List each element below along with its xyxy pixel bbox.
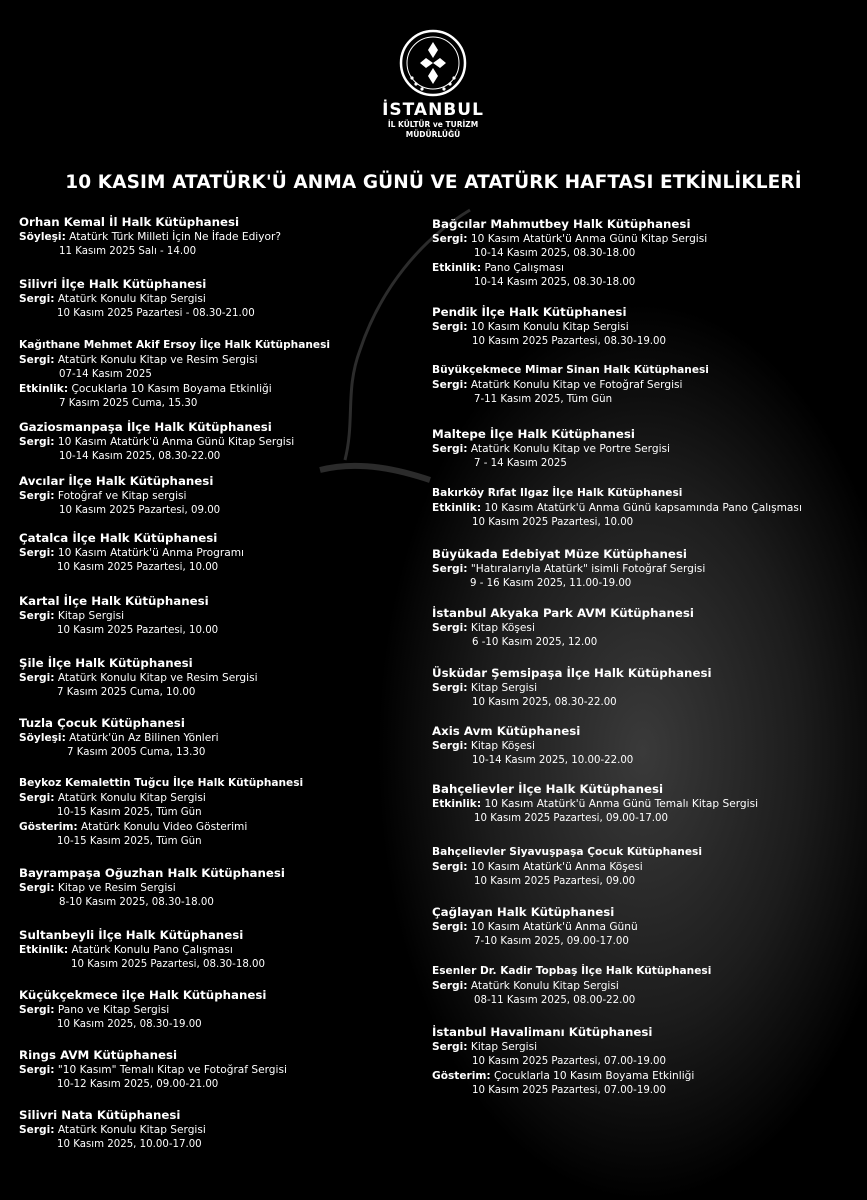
page-title: 10 KASIM ATATÜRK'Ü ANMA GÜNÜ VE ATATÜRK HAFTASI ETKİNLİKLERİ <box>65 172 802 193</box>
library-name: Silivri Nata Kütüphanesi <box>19 1108 181 1122</box>
event-line <box>432 920 852 935</box>
library-name: Axis Avm Kütüphanesi <box>432 724 581 738</box>
event-type-label: Sergi: <box>19 354 55 366</box>
event-entry <box>19 988 439 1032</box>
event-type-label: Sergi: <box>432 233 468 245</box>
event-description: "Hatıralarıyla Atatürk" isimli Fotoğraf Sergisi <box>467 563 706 575</box>
event-entry <box>432 905 852 949</box>
event-date: 10 Kasım 2025 Pazartesi, 07.00-19.00 <box>472 1055 666 1067</box>
event-entry <box>19 474 439 518</box>
library-name: Çağlayan Halk Kütüphanesi <box>432 905 615 919</box>
event-type-label: Sergi: <box>19 1004 55 1016</box>
event-description: Çocuklarla 10 Kasım Boyama Etkinliği <box>68 383 272 395</box>
event-type-label: Söyleşi: <box>19 231 66 243</box>
event-date: 10 Kasım 2025 Pazartesi, 07.00-19.00 <box>472 1084 666 1096</box>
library-name: Tuzla Çocuk Kütüphanesi <box>19 716 185 730</box>
event-line <box>432 681 852 696</box>
event-date: 8-10 Kasım 2025, 08.30-18.00 <box>59 896 214 908</box>
event-line <box>432 378 852 393</box>
event-type-label: Sergi: <box>19 1064 55 1076</box>
event-date: 6 -10 Kasım 2025, 12.00 <box>472 636 598 648</box>
event-type-label: Sergi: <box>432 740 468 752</box>
event-entry <box>19 338 439 411</box>
event-date: 11 Kasım 2025 Salı - 14.00 <box>59 245 197 257</box>
event-date: 10 Kasım 2025, 08.30-19.00 <box>57 1018 202 1030</box>
event-description: 10 Kasım Atatürk'ü Anma Günü Kitap Sergisi <box>54 436 295 448</box>
event-description: Atatürk Konulu Pano Çalışması <box>68 944 233 956</box>
event-line <box>432 232 852 247</box>
event-date: 10 Kasım 2025 Pazartesi, 10.00 <box>472 516 634 528</box>
library-name: Bağcılar Mahmutbey Halk Kütüphanesi <box>432 217 691 231</box>
event-description: Kitap Sergisi <box>54 610 125 622</box>
event-type-label: Sergi: <box>432 321 468 333</box>
event-description: Kitap ve Resim Sergisi <box>54 882 176 894</box>
event-type-label: Sergi: <box>19 547 55 559</box>
library-name: Kartal İlçe Halk Kütüphanesi <box>19 594 209 608</box>
event-entry <box>19 866 439 910</box>
event-line <box>432 797 852 812</box>
event-line <box>19 731 439 746</box>
event-date: 10 Kasım 2025, 10.00-17.00 <box>57 1138 202 1150</box>
event-line <box>432 562 852 577</box>
event-line <box>19 791 439 806</box>
library-name: İstanbul Havalimanı Kütüphanesi <box>432 1025 653 1039</box>
event-line <box>432 442 852 457</box>
event-type-label: Etkinlik: <box>432 262 482 274</box>
library-name: Bakırköy Rıfat Ilgaz İlçe Halk Kütüphanesi <box>432 487 683 499</box>
event-description: Atatürk Konulu Kitap ve Resim Sergisi <box>54 672 258 684</box>
event-type-label: Söyleşi: <box>19 732 66 744</box>
library-name: Rings AVM Kütüphanesi <box>19 1048 178 1062</box>
event-description: Atatürk Konulu Kitap ve Resim Sergisi <box>54 354 258 366</box>
library-name: Maltepe İlçe Halk Kütüphanesi <box>432 427 635 441</box>
event-line <box>19 609 439 624</box>
library-name: Şile İlçe Halk Kütüphanesi <box>19 656 193 670</box>
event-entry <box>19 420 439 464</box>
event-line <box>432 739 852 754</box>
event-description: Atatürk Konulu Kitap Sergisi <box>54 293 206 305</box>
event-description: Kitap Köşesi <box>467 622 535 634</box>
library-name: Üsküdar Şemsipaşa İlçe Halk Kütüphanesi <box>432 666 712 680</box>
event-line <box>19 435 439 450</box>
event-entry <box>432 845 852 889</box>
event-type-label: Sergi: <box>19 490 55 502</box>
library-name: Avcılar İlçe Halk Kütüphanesi <box>19 474 214 488</box>
event-date: 7 Kasım 2025 Cuma, 15.30 <box>59 397 198 409</box>
event-description: Atatürk'ün Az Bilinen Yönleri <box>65 732 219 744</box>
event-date: 10-15 Kasım 2025, Tüm Gün <box>57 806 202 818</box>
emblem-icon <box>398 28 468 98</box>
event-date: 10-15 Kasım 2025, Tüm Gün <box>57 835 202 847</box>
event-date: 7 - 14 Kasım 2025 <box>474 457 567 469</box>
event-type-label: Gösterim: <box>19 821 78 833</box>
event-date: 10 Kasım 2025 Pazartesi - 08.30-21.00 <box>57 307 255 319</box>
event-line <box>19 230 439 245</box>
event-date: 10-14 Kasım 2025, 10.00-22.00 <box>472 754 634 766</box>
event-line <box>19 292 439 307</box>
event-date: 7-10 Kasım 2025, 09.00-17.00 <box>474 935 629 947</box>
event-entry <box>432 547 852 591</box>
event-entry <box>432 724 852 768</box>
logo-city: İSTANBUL <box>382 100 484 120</box>
library-name: Bayrampaşa Oğuzhan Halk Kütüphanesi <box>19 866 285 880</box>
event-line <box>19 820 439 835</box>
event-line <box>432 621 852 636</box>
event-entry <box>19 1108 439 1152</box>
event-date: 10 Kasım 2025, 08.30-22.00 <box>472 696 617 708</box>
event-entry <box>19 277 439 321</box>
event-type-label: Sergi: <box>432 1041 468 1053</box>
event-date: 10 Kasım 2025 Pazartesi, 09.00 <box>59 504 221 516</box>
event-type-label: Sergi: <box>432 921 468 933</box>
event-description: 10 Kasım Atatürk'ü Anma Günü kapsamında Pano Çalışması <box>481 502 802 514</box>
event-line <box>432 320 852 335</box>
library-name: Bahçelievler İlçe Halk Kütüphanesi <box>432 782 664 796</box>
event-description: Çocuklarla 10 Kasım Boyama Etkinliği <box>490 1070 695 1082</box>
event-type-label: Etkinlik: <box>432 502 482 514</box>
event-line <box>19 1003 439 1018</box>
library-name: İstanbul Akyaka Park AVM Kütüphanesi <box>432 606 694 620</box>
event-entry <box>432 666 852 710</box>
event-type-label: Sergi: <box>19 672 55 684</box>
event-date: 9 - 16 Kasım 2025, 11.00-19.00 <box>470 577 632 589</box>
event-line <box>19 671 439 686</box>
event-entry <box>432 427 852 471</box>
event-type-label: Sergi: <box>432 443 468 455</box>
library-name: Esenler Dr. Kadir Topbaş İlçe Halk Kütüphanesi <box>432 965 712 977</box>
event-entry <box>19 594 439 638</box>
event-type-label: Gösterim: <box>432 1070 491 1082</box>
library-name: Gaziosmanpaşa İlçe Halk Kütüphanesi <box>19 420 272 434</box>
event-line <box>19 382 439 397</box>
event-type-label: Sergi: <box>432 861 468 873</box>
event-line <box>432 860 852 875</box>
event-description: Atatürk Konulu Kitap Sergisi <box>467 980 619 992</box>
event-date: 10 Kasım 2025 Pazartesi, 10.00 <box>57 624 219 636</box>
event-description: Atatürk Türk Milleti İçin Ne İfade Ediyor? <box>65 231 281 243</box>
library-name: Bahçelievler Siyavuşpaşa Çocuk Kütüphanesi <box>432 846 702 858</box>
event-entry <box>19 215 439 259</box>
event-date: 7 Kasım 2025 Cuma, 10.00 <box>57 686 196 698</box>
event-entry <box>19 928 439 972</box>
event-type-label: Sergi: <box>432 980 468 992</box>
event-type-label: Sergi: <box>432 622 468 634</box>
event-entry <box>19 776 439 849</box>
event-type-label: Sergi: <box>432 379 468 391</box>
event-type-label: Etkinlik: <box>432 798 482 810</box>
event-description: Kitap Köşesi <box>467 740 535 752</box>
library-name: Sultanbeyli İlçe Halk Kütüphanesi <box>19 928 244 942</box>
event-line <box>432 501 852 516</box>
event-line <box>19 353 439 368</box>
event-type-label: Sergi: <box>19 882 55 894</box>
event-date: 10 Kasım 2025 Pazartesi, 09.00 <box>474 875 636 887</box>
library-name: Çatalca İlçe Halk Kütüphanesi <box>19 531 218 545</box>
library-name: Silivri İlçe Halk Kütüphanesi <box>19 277 207 291</box>
event-entry <box>432 782 852 826</box>
event-description: 10 Kasım Atatürk'ü Anma Günü Kitap Sergisi <box>467 233 708 245</box>
event-description: Atatürk Konulu Kitap Sergisi <box>54 1124 206 1136</box>
event-line <box>432 1069 852 1084</box>
event-line <box>432 979 852 994</box>
event-type-label: Sergi: <box>432 682 468 694</box>
library-name: Orhan Kemal İl Halk Kütüphanesi <box>19 215 240 229</box>
event-date: 10 Kasım 2025 Pazartesi, 08.30-18.00 <box>71 958 265 970</box>
event-entry <box>432 363 852 407</box>
library-name: Beykoz Kemalettin Tuğcu İlçe Halk Kütüphanesi <box>19 777 304 789</box>
event-type-label: Etkinlik: <box>19 383 69 395</box>
event-description: 10 Kasım Atatürk'ü Anma Programı <box>54 547 244 559</box>
event-description: Fotoğraf ve Kitap sergisi <box>54 490 187 502</box>
event-date: 10-14 Kasım 2025, 08.30-22.00 <box>59 450 221 462</box>
event-entry <box>19 656 439 700</box>
event-date: 10-14 Kasım 2025, 08.30-18.00 <box>474 276 636 288</box>
event-line <box>432 261 852 276</box>
logo-line1: İL KÜLTÜR ve TURİZM <box>387 120 479 129</box>
event-line <box>19 1123 439 1138</box>
event-date: 10-14 Kasım 2025, 08.30-18.00 <box>474 247 636 259</box>
event-date: 10-12 Kasım 2025, 09.00-21.00 <box>57 1078 219 1090</box>
event-date: 10 Kasım 2025 Pazartesi, 10.00 <box>57 561 219 573</box>
event-description: Pano ve Kitap Sergisi <box>54 1004 170 1016</box>
event-line <box>19 943 439 958</box>
event-description: Atatürk Konulu Video Gösterimi <box>77 821 248 833</box>
event-line <box>19 1063 439 1078</box>
event-entry <box>19 531 439 575</box>
library-name: Büyükçekmece Mimar Sinan Halk Kütüphanesi <box>432 364 709 376</box>
library-name: Pendik İlçe Halk Kütüphanesi <box>432 305 627 319</box>
event-description: 10 Kasım Atatürk'ü Anma Günü <box>467 921 638 933</box>
event-line <box>19 489 439 504</box>
event-entry <box>432 964 852 1008</box>
event-entry <box>432 486 852 530</box>
event-description: Atatürk Konulu Kitap Sergisi <box>54 792 206 804</box>
event-entry <box>432 305 852 349</box>
event-line <box>432 1040 852 1055</box>
event-type-label: Sergi: <box>19 293 55 305</box>
event-description: Atatürk Konulu Kitap ve Fotoğraf Sergisi <box>467 379 683 391</box>
event-type-label: Etkinlik: <box>19 944 69 956</box>
library-name: Kağıthane Mehmet Akif Ersoy İlçe Halk Kütüphanesi <box>19 339 331 351</box>
event-date: 07-14 Kasım 2025 <box>59 368 152 380</box>
event-type-label: Sergi: <box>19 610 55 622</box>
event-entry <box>432 217 852 290</box>
event-description: 10 Kasım Konulu Kitap Sergisi <box>467 321 629 333</box>
event-entry <box>19 716 439 760</box>
event-entry <box>432 606 852 650</box>
event-description: "10 Kasım" Temalı Kitap ve Fotoğraf Sergisi <box>54 1064 287 1076</box>
event-date: 10 Kasım 2025 Pazartesi, 08.30-19.00 <box>472 335 666 347</box>
event-line <box>19 881 439 896</box>
event-type-label: Sergi: <box>432 563 468 575</box>
event-description: Kitap Sergisi <box>467 682 538 694</box>
event-date: 7 Kasım 2005 Cuma, 13.30 <box>67 746 206 758</box>
event-line <box>19 546 439 561</box>
event-type-label: Sergi: <box>19 436 55 448</box>
event-entry <box>432 1025 852 1098</box>
logo-line2: MÜDÜRLÜĞÜ <box>405 130 461 139</box>
event-description: Atatürk Konulu Kitap ve Portre Sergisi <box>467 443 670 455</box>
event-description: Kitap Sergisi <box>467 1041 538 1053</box>
event-date: 10 Kasım 2025 Pazartesi, 09.00-17.00 <box>474 812 668 824</box>
event-date: 7-11 Kasım 2025, Tüm Gün <box>474 393 613 405</box>
event-type-label: Sergi: <box>19 792 55 804</box>
event-date: 08-11 Kasım 2025, 08.00-22.00 <box>474 994 636 1006</box>
event-description: 10 Kasım Atatürk'ü Anma Köşesi <box>467 861 643 873</box>
event-description: Pano Çalışması <box>481 262 564 274</box>
library-name: Büyükada Edebiyat Müze Kütüphanesi <box>432 547 687 561</box>
event-entry <box>19 1048 439 1092</box>
event-description: 10 Kasım Atatürk'ü Anma Günü Temalı Kitap Sergisi <box>481 798 759 810</box>
logo <box>368 28 498 140</box>
library-name: Küçükçekmece ilçe Halk Kütüphanesi <box>19 988 267 1002</box>
event-type-label: Sergi: <box>19 1124 55 1136</box>
